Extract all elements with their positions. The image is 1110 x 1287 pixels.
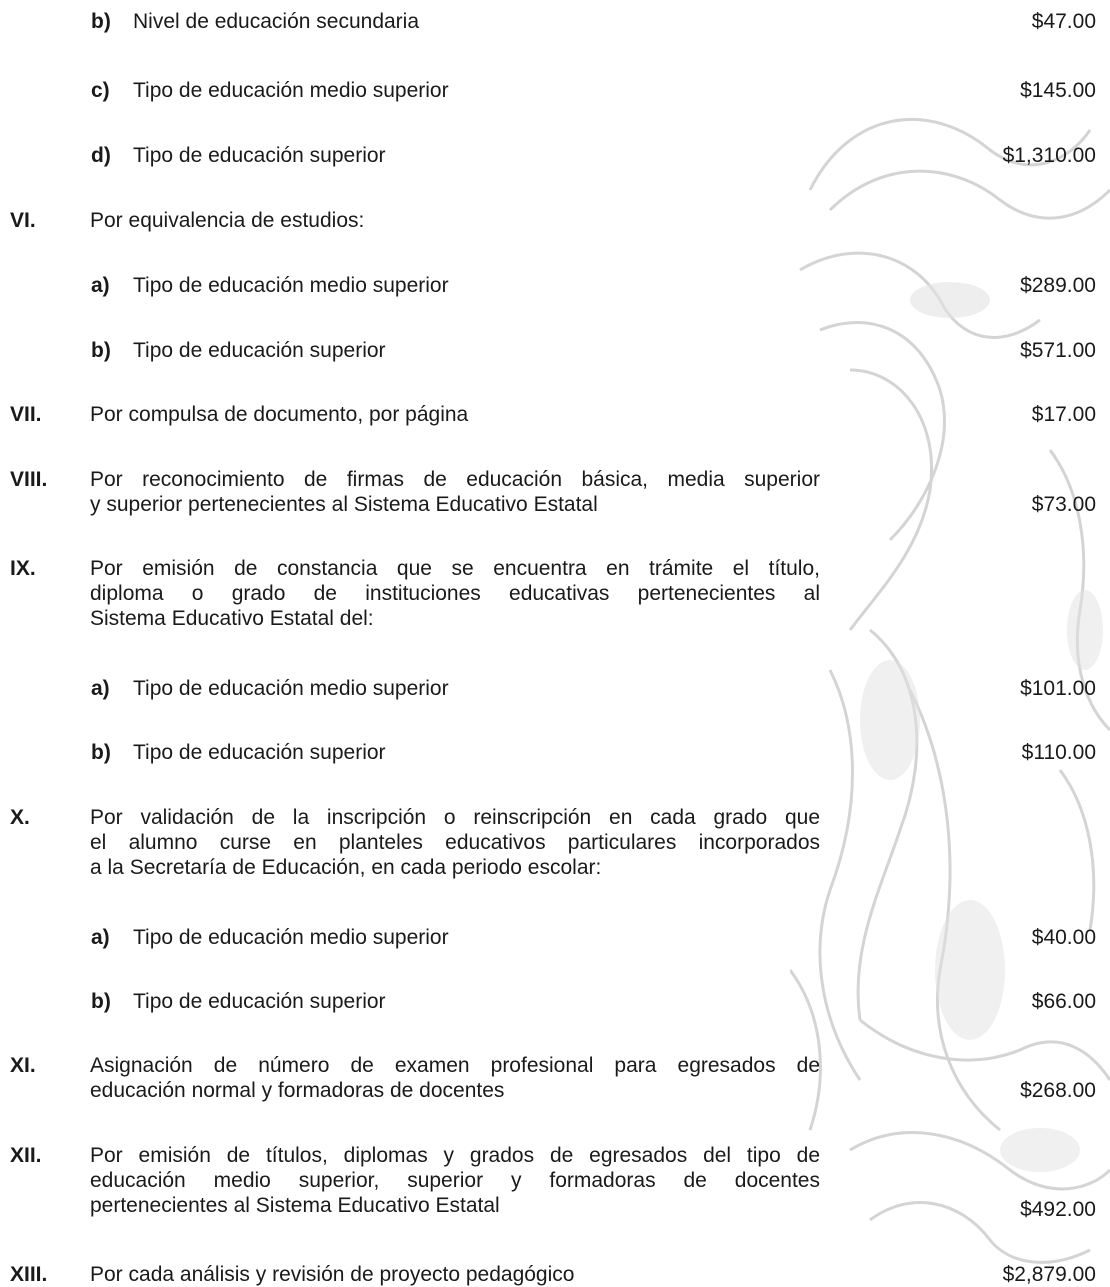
item-letter: b) — [91, 339, 111, 362]
item-description: Nivel de educación secundaria — [133, 10, 420, 33]
item-description: Tipo de educación superior — [133, 741, 386, 764]
item-description: Tipo de educación superior — [133, 144, 386, 167]
description-line: pertenecientes al Sistema Educativo Estatal — [90, 1194, 500, 1217]
section-description: Por equivalencia de estudios: — [90, 209, 365, 232]
item-price: $101.00 — [1020, 677, 1096, 700]
item-description: Tipo de educación medio superior — [133, 79, 449, 102]
section-number: X. — [10, 806, 30, 829]
item-price: $1,310.00 — [1002, 144, 1096, 167]
item-letter: d) — [91, 144, 111, 167]
item-price: $66.00 — [1031, 990, 1096, 1013]
section-description — [90, 1053, 820, 1103]
section-description: Por cada análisis y revisión de proyecto pedagógico — [90, 1263, 575, 1286]
description-line: a la Secretaría de Educación, en cada periodo escolar: — [90, 856, 602, 879]
item-price: $73.00 — [1031, 493, 1096, 516]
item-letter: a) — [91, 274, 110, 297]
description-line: el alumno curse en planteles educativos particulares incorporados — [90, 831, 820, 854]
item-letter: b) — [91, 990, 111, 1013]
description-line: Por reconocimiento de firmas de educación básica, media superior — [90, 468, 820, 491]
item-letter: b) — [91, 741, 111, 764]
item-description: Tipo de educación superior — [133, 339, 386, 362]
item-price: $17.00 — [1031, 403, 1096, 426]
section-description — [90, 805, 820, 880]
item-price: $110.00 — [1021, 741, 1096, 764]
item-letter: c) — [91, 79, 110, 102]
section-number: VI. — [10, 209, 36, 232]
description-line: Por emisión de constancia que se encuentra en trámite el título, — [90, 557, 820, 580]
description-line: y superior pertenecientes al Sistema Educativo Estatal — [90, 493, 598, 516]
item-price: $492.00 — [1020, 1198, 1096, 1221]
description-line: educación normal y formadoras de docentes — [90, 1079, 505, 1102]
item-price: $145.00 — [1020, 79, 1096, 102]
item-description: Tipo de educación superior — [133, 990, 386, 1013]
section-description: Por compulsa de documento, por página — [90, 403, 469, 426]
item-letter: b) — [91, 10, 111, 33]
item-price: $571.00 — [1020, 339, 1096, 362]
description-line: diploma o grado de instituciones educativas pertenecientes al — [90, 582, 820, 605]
item-price: $2,879.00 — [1002, 1263, 1096, 1286]
description-line: Sistema Educativo Estatal del: — [90, 607, 374, 630]
description-line: Por emisión de títulos, diplomas y grados de egresados del tipo de — [90, 1144, 820, 1167]
item-price: $40.00 — [1031, 926, 1096, 949]
section-description — [90, 556, 820, 631]
section-number: VII. — [10, 403, 42, 426]
item-price: $47.00 — [1031, 10, 1096, 33]
section-description — [90, 467, 820, 517]
section-description — [90, 1143, 820, 1218]
section-number: VIII. — [10, 468, 48, 491]
item-description: Tipo de educación medio superior — [133, 677, 449, 700]
item-price: $289.00 — [1020, 274, 1096, 297]
description-line: Por validación de la inscripción o reinscripción en cada grado que — [90, 806, 820, 829]
description-line: educación medio superior, superior y formadoras de docentes — [90, 1169, 820, 1192]
item-description: Tipo de educación medio superior — [133, 926, 449, 949]
section-number: IX. — [10, 557, 36, 580]
section-number: XIII. — [10, 1263, 48, 1286]
item-price: $268.00 — [1020, 1079, 1096, 1102]
item-description: Tipo de educación medio superior — [133, 274, 449, 297]
item-letter: a) — [91, 677, 110, 700]
section-number: XII. — [10, 1144, 42, 1167]
item-letter: a) — [91, 926, 110, 949]
description-line: Asignación de número de examen profesional para egresados de — [90, 1054, 820, 1077]
section-number: XI. — [10, 1054, 36, 1077]
